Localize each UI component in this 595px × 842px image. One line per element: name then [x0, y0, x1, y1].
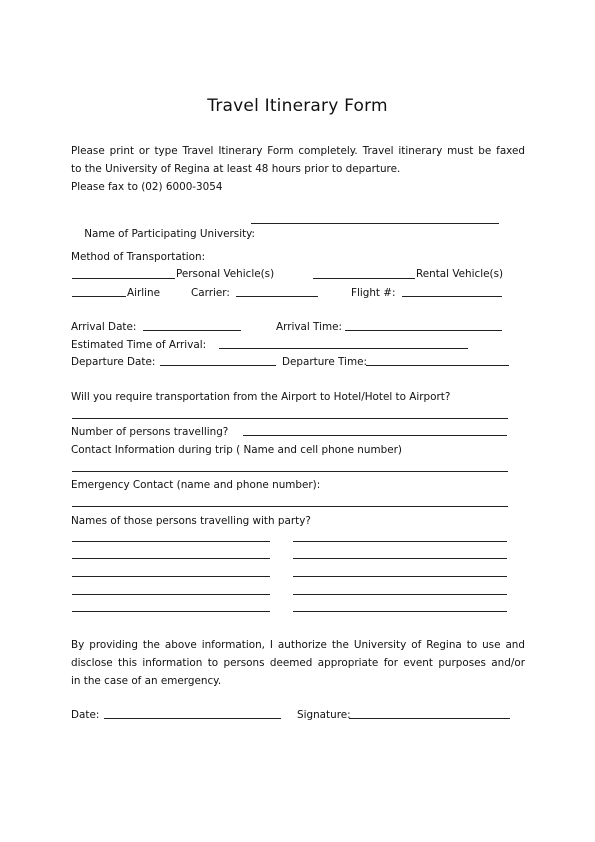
personal-vehicle-field[interactable] — [72, 278, 175, 279]
method-of-transportation-label: Method of Transportation: — [71, 251, 206, 263]
participating-university-label: Name of Participating University: — [84, 228, 256, 240]
page-title: Travel Itinerary Form — [207, 96, 388, 116]
party-name-field[interactable] — [72, 594, 270, 595]
airport-transport-field[interactable] — [72, 418, 508, 419]
flight-label: Flight #: — [351, 287, 396, 299]
airport-transport-label: Will you require transportation from the Airport to Hotel/Hotel to Airport? — [71, 391, 451, 403]
carrier-field[interactable] — [236, 296, 318, 297]
emergency-contact-field[interactable] — [72, 506, 508, 507]
flight-field[interactable] — [402, 296, 502, 297]
arrival-time-field[interactable] — [345, 330, 502, 331]
signature-field[interactable] — [349, 718, 510, 719]
intro-paragraph — [71, 142, 525, 196]
party-name-field[interactable] — [293, 558, 507, 559]
airline-label: Airline — [127, 287, 161, 299]
estimated-arrival-field[interactable] — [219, 348, 468, 349]
party-name-field[interactable] — [293, 611, 507, 612]
participating-university-field[interactable] — [251, 223, 499, 224]
date-label: Date: — [71, 709, 100, 721]
emergency-contact-label: Emergency Contact (name and phone number): — [71, 479, 321, 491]
signature-label: Signature: — [297, 709, 351, 721]
persons-travelling-field[interactable] — [243, 435, 507, 436]
names-with-party-label: Names of those persons travelling with party? — [71, 515, 311, 527]
intro-line-3: Please fax to (02) 6000-3054 — [71, 181, 223, 193]
date-field[interactable] — [104, 718, 281, 719]
authorization-line-2: disclose this information to persons deemed appropriate for event purposes and/or — [71, 657, 525, 669]
party-name-field[interactable] — [72, 576, 270, 577]
departure-date-field[interactable] — [160, 365, 276, 366]
contact-info-label: Contact Information during trip ( Name and cell phone number) — [71, 444, 402, 456]
departure-date-label: Departure Date: — [71, 356, 156, 368]
personal-vehicle-label: Personal Vehicle(s) — [176, 268, 275, 280]
authorization-line-1: By providing the above information, I authorize the University of Regina to use and — [71, 639, 525, 651]
persons-travelling-label: Number of persons travelling? — [71, 426, 229, 438]
contact-info-field[interactable] — [72, 471, 508, 472]
carrier-label: Carrier: — [191, 287, 230, 299]
party-name-field[interactable] — [72, 611, 270, 612]
authorization-line-3: in the case of an emergency. — [71, 675, 222, 687]
departure-time-field[interactable] — [366, 365, 509, 366]
intro-line-1: Please print or type Travel Itinerary Form completely. Travel itinerary must be faxed — [71, 145, 525, 157]
estimated-arrival-label: Estimated Time of Arrival: — [71, 339, 207, 351]
airline-field[interactable] — [72, 296, 126, 297]
party-name-field[interactable] — [72, 558, 270, 559]
party-name-field[interactable] — [72, 541, 270, 542]
arrival-date-field[interactable] — [143, 330, 241, 331]
arrival-date-label: Arrival Date: — [71, 321, 137, 333]
rental-vehicle-label: Rental Vehicle(s) — [416, 268, 504, 280]
party-name-field[interactable] — [293, 594, 507, 595]
departure-time-label: Departure Time: — [282, 356, 367, 368]
intro-line-2: to the University of Regina at least 48 hours prior to departure. — [71, 163, 401, 175]
party-name-field[interactable] — [293, 576, 507, 577]
party-name-field[interactable] — [293, 541, 507, 542]
participating-university-row — [71, 213, 255, 255]
arrival-time-label: Arrival Time: — [276, 321, 342, 333]
rental-vehicle-field[interactable] — [313, 278, 415, 279]
authorization-paragraph — [71, 636, 525, 690]
